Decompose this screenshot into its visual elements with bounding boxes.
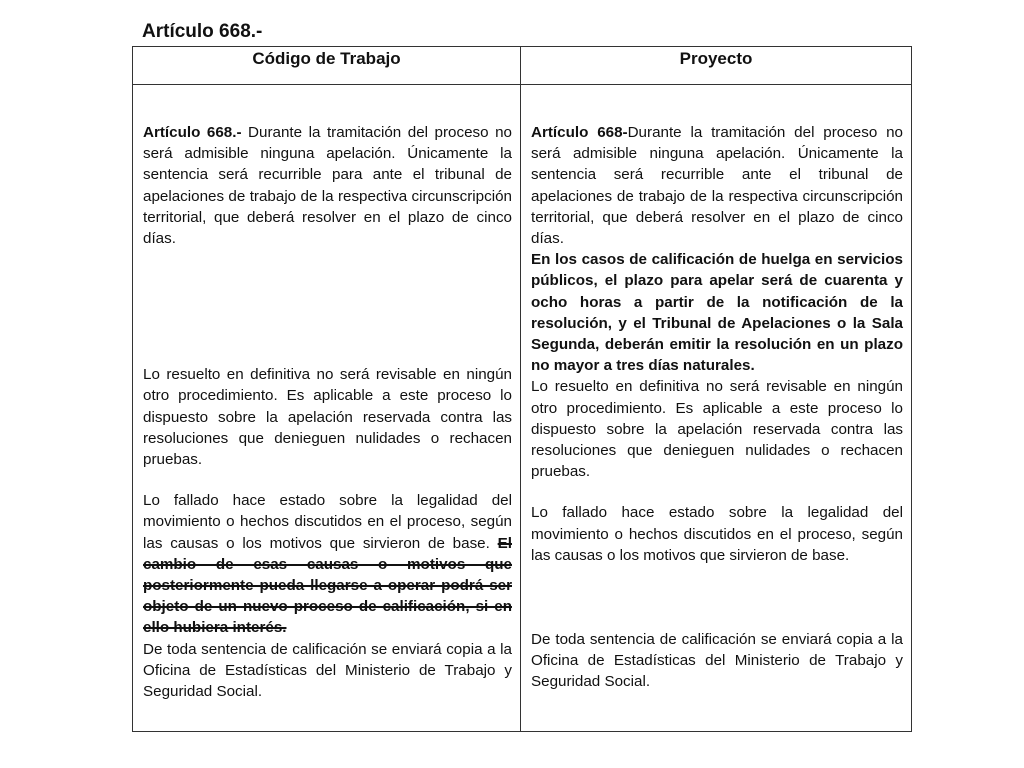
proyecto-paragraph-1 [531, 122, 903, 376]
proyecto-paragraph-2: Lo resuelto en definitiva no será revisable en ningún otro procedimiento. Es aplicable a este proceso lo dispuesto sobre la apelación reservada contra las resoluciones que denieguen nulidades o rechacen pruebas. [531, 378, 903, 481]
codigo-paragraph-4: De toda sentencia de calificación se enviará copia a la Oficina de Estadísticas del Ministerio de Trabajo y Seguridad Social. [143, 640, 512, 701]
comparison-table [132, 46, 912, 732]
codigo-paragraph-3 [143, 490, 512, 638]
proyecto-paragraph-3: Lo fallado hace estado sobre la legalidad del movimiento o hechos discutidos en el proceso, según las causas o los motivos que sirvieron de base. [531, 504, 903, 564]
header-proyecto: Proyecto [521, 47, 912, 85]
document-title: Artículo 668.- [142, 21, 263, 42]
paragraph-text: Durante la tramitación del proceso no será admisible ninguna apelación. Únicamente la sentencia será recurrible para ante el tribunal de apelaciones de trabajo de la respectiva circunscripción territorial, que deberá resolver en el plazo de cinco días. [143, 124, 513, 248]
proyecto-paragraph-4: De toda sentencia de calificación se enviará copia a la Oficina de Estadísticas del Ministerio de Trabajo y Seguridad Social. [531, 631, 903, 691]
article-lead: Artículo 668.- [143, 124, 242, 141]
article-lead: Artículo 668- [531, 124, 628, 141]
codigo-paragraph-1 [143, 122, 512, 249]
content-row [133, 85, 912, 732]
paragraph-text: Durante la tramitación del proceso no será admisible ninguna apelación. Únicamente la sentencia será recurrible ante el tribunal de apelaciones de trabajo de la respectiva circunscripción territorial, que deberá resolver en el plazo de cinco días. [531, 124, 903, 248]
deleted-text: El cambio de esas causas o motivos que posteriormente pueda llegarse a operar podrá ser objeto de un nuevo proceso de calificación, si en ello hubiera interés. [143, 534, 512, 637]
paragraph-text: Lo fallado hace estado sobre la legalidad del movimiento o hechos discutidos en el proceso, según las causas o los motivos que sirvieron de base. [143, 492, 512, 552]
proyecto-column [521, 85, 912, 732]
codigo-column [133, 85, 521, 732]
codigo-paragraph-2: Lo resuelto en definitiva no será revisable en ningún otro procedimiento. Es aplicable a este proceso lo dispuesto sobre la apelación reservada contra las resoluciones que denieguen nulidades o rechacen pruebas. [143, 366, 512, 469]
header-codigo-de-trabajo: Código de Trabajo [133, 47, 521, 85]
header-row [133, 47, 912, 85]
added-text: En los casos de calificación de huelga en servicios públicos, el plazo para apelar será de cuarenta y ocho horas a partir de la notificación de la resolución, y el Tribunal de Apelaciones o la Sala Segunda, deberán emitir la resolución en un plazo no mayor a tres días naturales. [531, 251, 903, 375]
